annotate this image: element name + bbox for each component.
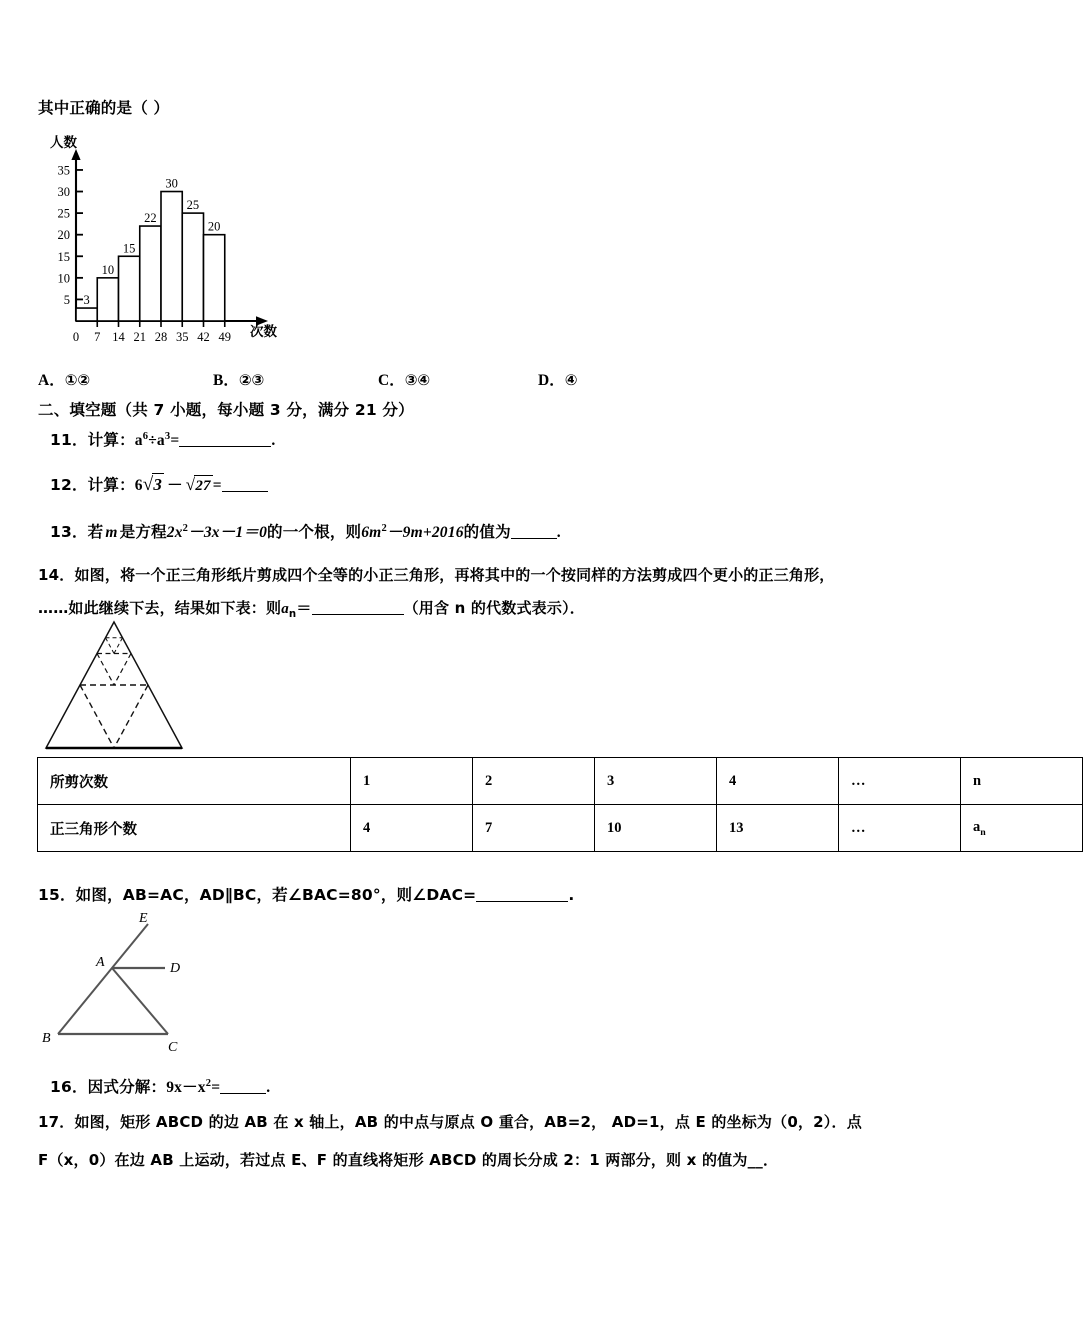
histogram-bar-label: 30 bbox=[165, 176, 178, 191]
svg-text:49: 49 bbox=[218, 330, 231, 344]
midline-level3-right bbox=[114, 638, 123, 654]
q12-label: 计算： bbox=[87, 476, 135, 494]
question-12 bbox=[50, 472, 268, 498]
section-heading: 二、填空题（共 7 小题，每小题 3 分，满分 21 分） bbox=[38, 401, 414, 419]
q17-text-line2: F（x，0）在边 AB 上运动，若过点 E、F 的直线将矩形 ABCD 的周长分成 2：1 两部分，则 x 的值为__． bbox=[38, 1151, 779, 1169]
option-c-value: ③④ bbox=[404, 371, 431, 389]
q12-radical-sign-1: √ bbox=[142, 474, 154, 495]
q12-minus: － bbox=[167, 477, 183, 494]
y-axis-label: 人数 bbox=[50, 135, 77, 151]
option-d-value: ④ bbox=[564, 371, 578, 389]
table-cell: 1 bbox=[351, 758, 473, 805]
table-cell: n bbox=[961, 758, 1083, 805]
table-row-header: 所剪次数 bbox=[38, 758, 351, 805]
question-17-line-1 bbox=[38, 1112, 862, 1132]
label-d: D bbox=[170, 961, 181, 976]
q13-text-3: 的一个根，则 bbox=[267, 523, 362, 542]
table-cell: 3 bbox=[595, 758, 717, 805]
question-14-line-1 bbox=[38, 565, 835, 585]
table-row bbox=[38, 805, 1083, 852]
q16-number: 16． bbox=[50, 1078, 88, 1097]
option-a-letter: A． bbox=[38, 372, 65, 389]
option-a[interactable] bbox=[38, 368, 90, 390]
q11-equals: = bbox=[170, 432, 180, 450]
question-15 bbox=[38, 885, 574, 906]
q14-answer-blank[interactable] bbox=[312, 614, 404, 615]
q14-text-line2a: ……如此继续下去，结果如下表：则 bbox=[38, 599, 282, 617]
q15-text: 如图，AB=AC，AD∥BC，若∠BAC=80°，则∠DAC= bbox=[75, 886, 477, 904]
table-cell: 13 bbox=[717, 805, 839, 852]
histogram-svg bbox=[36, 133, 296, 348]
frequency-histogram bbox=[36, 133, 296, 348]
q14-a-symbol: a bbox=[281, 601, 289, 617]
q13-exp-2: 2 bbox=[381, 523, 387, 534]
q16-expr: 9x－x bbox=[166, 1079, 206, 1097]
histogram-bar-label: 3 bbox=[83, 293, 90, 308]
histogram-bar bbox=[97, 278, 118, 321]
svg-text:35: 35 bbox=[176, 330, 189, 344]
q11-div: ÷a bbox=[148, 432, 165, 450]
q11-exp-2: 3 bbox=[164, 431, 171, 442]
q11-answer-blank[interactable] bbox=[179, 446, 271, 447]
q14-text-line1: 如图，将一个正三角形纸片剪成四个全等的小正三角形，再将其中的一个按同样的方法剪成四个更小的正三角形， bbox=[74, 566, 835, 584]
q17-text-line1: 如图，矩形 ABCD 的边 AB 在 x 轴上，AB 的中点与原点 O 重合，AB=2， AD=1，点 E 的坐标为（0，2）．点 bbox=[74, 1113, 862, 1131]
label-a: A bbox=[96, 955, 105, 970]
q15-number: 15． bbox=[38, 886, 76, 904]
question-11 bbox=[50, 430, 275, 452]
table-cell-a-subscript: n bbox=[980, 826, 986, 838]
question-16 bbox=[50, 1077, 270, 1099]
answer-options-row bbox=[38, 368, 658, 392]
q13-text-4: 的值为 bbox=[463, 523, 511, 542]
q16-exp: 2 bbox=[205, 1078, 212, 1089]
q12-radicand-1: 3 bbox=[152, 473, 164, 497]
x-axis-label: 次数 bbox=[250, 324, 277, 340]
question-13 bbox=[50, 522, 561, 544]
option-a-value: ①② bbox=[64, 371, 91, 389]
table-cell-a-symbol: a bbox=[973, 818, 981, 835]
svg-text:35: 35 bbox=[57, 163, 70, 178]
svg-text:42: 42 bbox=[197, 330, 210, 344]
table-row-header: 正三角形个数 bbox=[38, 805, 351, 852]
q13-exp-1: 2 bbox=[182, 523, 189, 534]
isosceles-triangle-svg bbox=[40, 906, 205, 1061]
option-d[interactable] bbox=[538, 368, 577, 390]
q16-equals: = bbox=[211, 1079, 221, 1097]
q11-number: 11． bbox=[50, 431, 88, 450]
histogram-bar-label: 20 bbox=[207, 219, 221, 234]
isosceles-triangle-figure bbox=[40, 906, 205, 1061]
option-c-letter: C． bbox=[378, 372, 405, 389]
q13-equation-part2: －3x－1＝0 bbox=[188, 524, 268, 542]
table-row bbox=[38, 758, 1083, 805]
q12-answer-blank[interactable] bbox=[222, 491, 268, 492]
histogram-bar bbox=[204, 235, 225, 321]
histogram-bar-label: 25 bbox=[186, 198, 200, 213]
question-17-line-2 bbox=[38, 1150, 778, 1170]
q13-answer-blank[interactable] bbox=[511, 538, 557, 539]
label-c: C bbox=[168, 1040, 178, 1055]
svg-text:30: 30 bbox=[57, 185, 70, 200]
option-b-letter: B． bbox=[213, 372, 239, 389]
q12-coefficient: 6 bbox=[134, 477, 143, 494]
histogram-bar-label: 10 bbox=[101, 262, 115, 277]
q14-number: 14． bbox=[38, 566, 75, 584]
label-e: E bbox=[139, 911, 148, 926]
q14-equals: ＝ bbox=[296, 599, 312, 617]
option-b-value: ②③ bbox=[238, 371, 265, 389]
table-cell: … bbox=[839, 758, 961, 805]
svg-text:25: 25 bbox=[57, 206, 70, 221]
svg-text:20: 20 bbox=[57, 228, 70, 243]
histogram-bar bbox=[119, 256, 140, 321]
midline-level2-right bbox=[114, 654, 131, 686]
option-d-letter: D． bbox=[538, 372, 565, 389]
q11-expr-a: a bbox=[134, 432, 143, 450]
q11-exp-1: 6 bbox=[142, 431, 149, 442]
table-cell bbox=[961, 805, 1083, 852]
q12-number: 12． bbox=[50, 476, 88, 494]
midline-level1-right bbox=[114, 685, 148, 748]
q17-number: 17． bbox=[38, 1113, 75, 1131]
q12-equals: = bbox=[212, 477, 222, 494]
q13-number: 13． bbox=[50, 523, 88, 542]
svg-text:15: 15 bbox=[57, 249, 70, 264]
q13-var-m: m bbox=[105, 524, 118, 542]
svg-text:28: 28 bbox=[154, 330, 168, 344]
triangle-subdivision-figure bbox=[42, 616, 192, 756]
q14-text-line2b: （用含 n 的代数式表示）． bbox=[403, 599, 585, 617]
histogram-bar bbox=[140, 226, 161, 321]
table-cell: 2 bbox=[473, 758, 595, 805]
label-b: B bbox=[42, 1031, 51, 1046]
segment-ac bbox=[112, 968, 168, 1034]
histogram-bar bbox=[161, 192, 182, 321]
table-cell: 4 bbox=[351, 805, 473, 852]
q11-label: 计算： bbox=[87, 431, 135, 450]
q13-expr-1: 6m bbox=[361, 524, 382, 542]
histogram-bar bbox=[76, 308, 97, 321]
q12-radicand-2: 27 bbox=[194, 475, 212, 496]
svg-text:0: 0 bbox=[72, 330, 80, 344]
q13-period: . bbox=[556, 524, 561, 542]
histogram-bar-label: 15 bbox=[122, 241, 136, 256]
q15-period: . bbox=[568, 886, 575, 904]
triangle-count-table bbox=[37, 757, 1083, 852]
table-cell: 4 bbox=[717, 758, 839, 805]
table-cell: 10 bbox=[595, 805, 717, 852]
ray-be bbox=[58, 924, 148, 1034]
histogram-bar-label: 22 bbox=[144, 211, 157, 226]
svg-text:10: 10 bbox=[57, 271, 70, 286]
svg-text:21: 21 bbox=[133, 330, 146, 344]
q13-text-1: 若 bbox=[87, 523, 104, 542]
q16-answer-blank[interactable] bbox=[220, 1093, 266, 1094]
q15-answer-blank[interactable] bbox=[476, 901, 568, 902]
svg-text:5: 5 bbox=[63, 292, 70, 307]
q16-period: . bbox=[266, 1079, 271, 1097]
x-axis-ticks bbox=[73, 321, 231, 344]
question-stem-tail: 其中正确的是（ ） bbox=[38, 99, 170, 117]
midline-level1-left bbox=[80, 685, 114, 748]
q13-text-2: 是方程 bbox=[119, 523, 167, 542]
q13-expr-2: －9m+2016 bbox=[386, 524, 464, 542]
y-axis-ticks bbox=[58, 163, 84, 306]
option-c[interactable] bbox=[378, 368, 430, 390]
q13-equation-part1: 2x bbox=[166, 524, 183, 542]
midline-level3-left bbox=[106, 638, 115, 654]
q14-a-subscript: n bbox=[288, 609, 297, 620]
q16-label: 因式分解： bbox=[87, 1078, 167, 1097]
svg-text:7: 7 bbox=[94, 330, 101, 344]
triangle-subdivision-svg bbox=[42, 616, 192, 756]
svg-text:14: 14 bbox=[112, 330, 125, 344]
table-cell: 7 bbox=[473, 805, 595, 852]
option-b[interactable] bbox=[213, 368, 264, 390]
histogram-bar bbox=[182, 213, 203, 321]
q12-radical-sign-2: √ bbox=[185, 475, 196, 494]
table-cell: … bbox=[839, 805, 961, 852]
q11-period: . bbox=[271, 432, 276, 450]
midline-level2-left bbox=[97, 654, 114, 686]
